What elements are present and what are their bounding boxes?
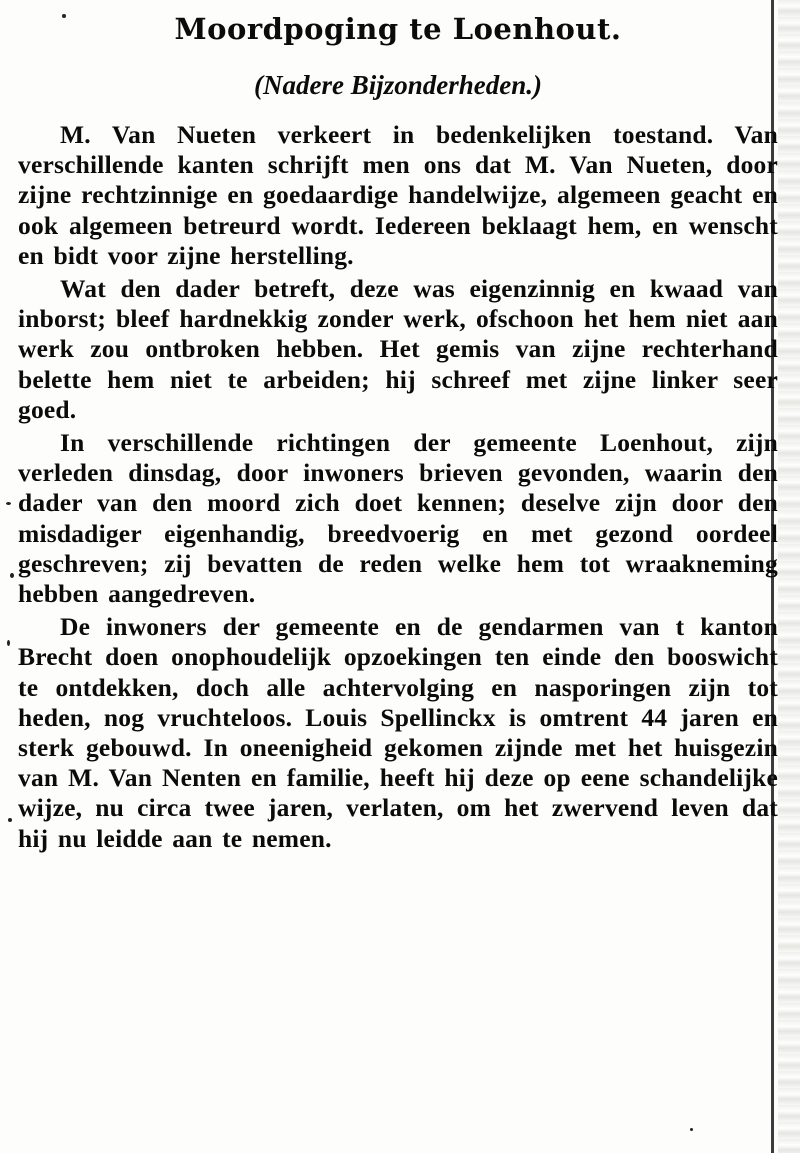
article-subtitle: (Nadere Bijzonderheden.)	[254, 70, 542, 100]
adjacent-column-edge	[778, 0, 800, 1153]
paragraph-1: M. Van Nueten verkeert in bedenkelijken toestand. Van verschillende kanten schrijft men ons dat M. Van Nueten, door zijne rechtzinnige en goedaardige handelwijze, algemeen geacht en ook algemeen betreurd wordt. Iedereen beklaagt hem, en wenscht en bidt voor zijne herstelling.	[18, 120, 778, 270]
print-speck	[690, 1128, 693, 1131]
article-column	[18, 6, 778, 854]
print-speck	[8, 818, 12, 822]
print-speck	[62, 14, 66, 18]
print-speck	[7, 640, 10, 646]
paragraph-2: Wat den dader betreft, deze was eigenzinnig en kwaad van inborst; bleef hardnekkig zonder werk, ofschoon het hem niet aan werk zou ontbroken hebben. Het gemis van zijne rechterhand belette hem niet te arbeiden; hij schreef met zijne linker seer goed.	[18, 274, 778, 424]
paragraph-3: In verschillende richtingen der gemeente Loenhout, zijn verleden dinsdag, door inwoners brieven gevonden, waarin den dader van den moord zich doet kennen; deselve zijn door den misdadiger eigenhandig, breedvoerig en met gezond oordeel geschreven; zij bevatten de reden welke hem tot wraakneming hebben aangedreven.	[18, 428, 778, 609]
article-title: Moordpoging te Loenhout.	[174, 12, 622, 46]
paragraph-4: De inwoners der gemeente en de gendarmen van t kanton Brecht doen onophoudelijk opzoekingen ten einde den booswicht te ontdekken, doch alle achtervolging en nasporingen zijn tot heden, nog vruchteloos. Louis Spellinckx is omtrent 44 jaren en sterk gebouwd. In oneenigheid gekomen zijnde met het huisgezin van M. Van Nenten en familie, heeft hij deze op eene schandelijke wijze, nu circa twee jaren, verlaten, om het zwervend leven dat hij nu leidde aan te nemen.	[18, 612, 778, 853]
print-speck	[6, 502, 11, 505]
print-speck	[10, 573, 14, 578]
